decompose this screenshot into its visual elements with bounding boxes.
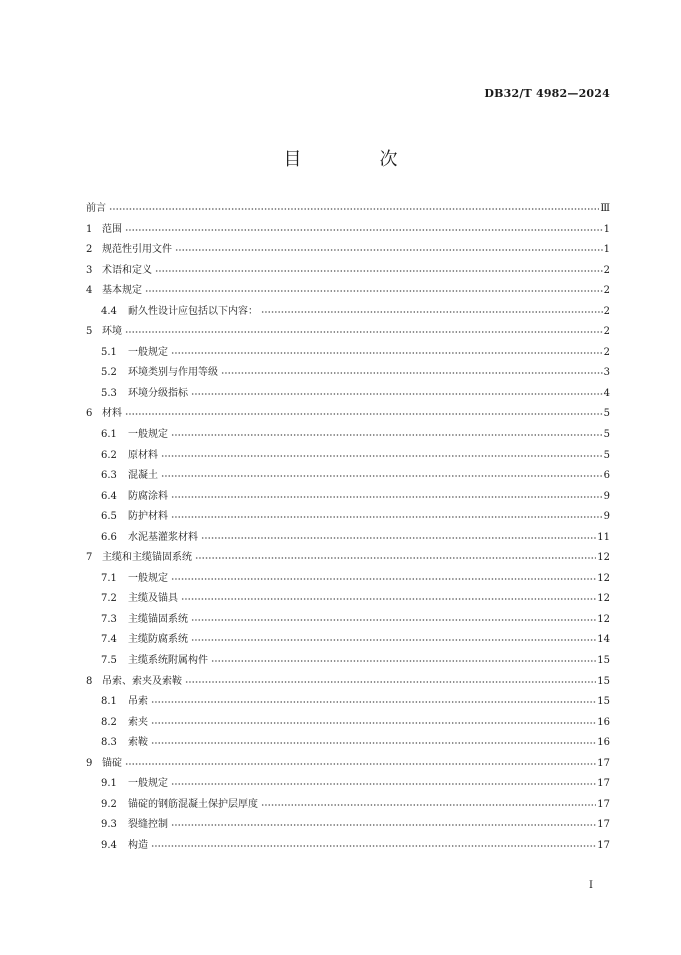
toc-entry[interactable] (86, 589, 610, 610)
toc-entry-page: 15 (597, 675, 610, 687)
toc-entry-page: 15 (597, 696, 610, 708)
toc-entry[interactable] (86, 692, 610, 713)
toc-entry[interactable] (86, 672, 610, 693)
toc-entry-number: 3 (86, 264, 93, 276)
toc-entry-label: 防护材料 (128, 511, 168, 523)
toc-leader-dots (211, 652, 596, 664)
toc-entry-page: 12 (597, 593, 610, 605)
toc-entry-label: 一般规定 (128, 429, 168, 441)
toc-leader-dots (161, 447, 603, 459)
toc-entry[interactable] (86, 528, 610, 549)
toc-entry-number: 6.1 (101, 429, 117, 441)
toc-entry-page: 5 (603, 429, 610, 441)
toc-entry[interactable] (86, 425, 610, 446)
toc-leader-dots (151, 714, 596, 726)
toc-entry-number: 4.4 (101, 305, 117, 317)
toc-leader-dots (201, 529, 596, 541)
toc-entry-page: 9 (603, 511, 610, 523)
toc-entry[interactable] (86, 569, 610, 590)
toc-entry-page: 2 (603, 305, 610, 317)
toc-entry-label: 基本规定 (102, 285, 142, 297)
toc-leader-dots (191, 611, 596, 623)
toc-leader-dots (171, 344, 603, 356)
toc-leader-dots (221, 364, 603, 376)
toc-entry-number: 1 (86, 223, 93, 235)
toc-entry[interactable] (86, 384, 610, 405)
toc-entry[interactable] (86, 610, 610, 631)
toc-entry-page: 1 (603, 244, 610, 256)
toc-leader-dots (191, 631, 596, 643)
toc-entry-page: 5 (603, 408, 610, 420)
toc-entry[interactable] (86, 487, 610, 508)
toc-entry-label: 裂缝控制 (128, 819, 168, 831)
toc-leader-dots (109, 200, 599, 212)
toc-leader-dots (171, 775, 596, 787)
toc-entry-page: 17 (597, 839, 610, 851)
toc-entry-label: 吊索、索夹及索鞍 (102, 675, 182, 687)
toc-entry-label: 原材料 (128, 449, 158, 461)
toc-entry[interactable] (86, 507, 610, 528)
toc-entry-page: 17 (597, 798, 610, 810)
toc-entry-page: 1 (603, 223, 610, 235)
toc-entry[interactable] (86, 548, 610, 569)
toc-entry[interactable] (86, 404, 610, 425)
toc-entry[interactable] (86, 733, 610, 754)
toc-leader-dots (125, 221, 603, 233)
toc-entry[interactable] (86, 630, 610, 651)
toc-entry-page: 2 (603, 346, 610, 358)
toc-entry-number: 8 (86, 675, 93, 687)
toc-entry-number: 9 (86, 757, 93, 769)
toc-entry-page: 16 (597, 716, 610, 728)
toc-entry-label: 主缆系统附属构件 (128, 655, 208, 667)
toc-entry[interactable] (86, 363, 610, 384)
toc-entry-page: 2 (603, 285, 610, 297)
toc-entry[interactable] (86, 466, 610, 487)
toc-leader-dots (261, 796, 596, 808)
toc-entry-page: 14 (597, 634, 610, 646)
toc-entry-number: 7.4 (101, 634, 117, 646)
toc-entry-number: 7.1 (101, 572, 117, 584)
toc-entry-label: 构造 (128, 839, 148, 851)
toc-leader-dots (181, 590, 596, 602)
toc-leader-dots (145, 282, 603, 294)
toc-entry-number: 7 (86, 552, 93, 564)
toc-entry-page: 16 (597, 737, 610, 749)
toc-entry-page: 3 (603, 367, 610, 379)
toc-leader-dots (155, 262, 603, 274)
toc-leader-dots (171, 816, 596, 828)
toc-entry-page: 17 (597, 757, 610, 769)
document-code: DB32/T 4982—2024 (484, 87, 610, 100)
toc-entry-label: 混凝土 (128, 470, 158, 482)
toc-entry-number: 7.5 (101, 655, 117, 667)
toc-entry-number: 5.2 (101, 367, 117, 379)
toc-leader-dots (171, 488, 603, 500)
toc-entry-label: 一般规定 (128, 778, 168, 790)
toc-entry-number: 2 (86, 244, 93, 256)
toc-entry-number: 8.1 (101, 696, 117, 708)
toc-entry-page: 12 (597, 572, 610, 584)
toc-entry-label: 一般规定 (128, 346, 168, 358)
toc-entry-page: 12 (597, 613, 610, 625)
page-number: I (589, 880, 593, 891)
toc-entry-page: 2 (603, 326, 610, 338)
toc-leader-dots (125, 323, 603, 335)
toc-entry-number: 6.2 (101, 449, 117, 461)
toc-entry-number: 9.2 (101, 798, 117, 810)
toc-leader-dots (151, 693, 596, 705)
toc-entry[interactable] (86, 836, 610, 857)
toc-entry-label: 索鞍 (128, 737, 148, 749)
toc-leader-dots (175, 241, 603, 253)
toc-entry-number: 5.1 (101, 346, 117, 358)
toc-entry[interactable] (86, 261, 610, 282)
toc-entry[interactable] (86, 220, 610, 241)
toc-entry-label: 锚碇的钢筋混凝土保护层厚度 (128, 798, 258, 810)
toc-entry[interactable] (86, 322, 610, 343)
toc-leader-dots (151, 837, 596, 849)
toc-entry[interactable] (86, 774, 610, 795)
toc-entry[interactable] (86, 343, 610, 364)
toc-entry-page: 5 (603, 449, 610, 461)
toc-leader-dots (125, 405, 603, 417)
toc-entry[interactable] (86, 754, 610, 775)
toc-leader-dots (171, 570, 596, 582)
toc-entry-page: 17 (597, 819, 610, 831)
toc-entry-number: 6 (86, 408, 93, 420)
toc-entry[interactable] (86, 815, 610, 836)
toc-entry-label: 索夹 (128, 716, 148, 728)
toc-entry-label: 环境分级指标 (128, 387, 188, 399)
toc-entry-number: 6.5 (101, 511, 117, 523)
toc-entry-label: 主缆锚固系统 (128, 613, 188, 625)
toc-entry-number: 6.4 (101, 490, 117, 502)
toc-entry-page: 4 (603, 387, 610, 399)
toc-entry-label: 主缆及锚具 (128, 593, 178, 605)
toc-entry[interactable] (86, 302, 610, 323)
toc-entry-page: 6 (603, 470, 610, 482)
toc-entry-page: Ⅲ (600, 203, 610, 214)
toc-leader-dots (171, 426, 603, 438)
toc-entry-label: 一般规定 (128, 572, 168, 584)
toc-entry-label: 前言 (86, 203, 106, 214)
toc-entry-number: 5 (86, 326, 93, 338)
toc-entry-number: 8.3 (101, 737, 117, 749)
toc-entry-page: 17 (597, 778, 610, 790)
toc-entry-number: 7.3 (101, 613, 117, 625)
toc-entry[interactable] (86, 446, 610, 467)
toc-entry-page: 2 (603, 264, 610, 276)
toc-entry-label: 范围 (102, 223, 122, 235)
toc-entry-page: 11 (597, 531, 610, 543)
toc-entry-label: 锚碇 (102, 757, 122, 769)
toc-entry-number: 4 (86, 285, 93, 297)
toc-leader-dots (185, 673, 596, 685)
toc-entry-number: 9.1 (101, 778, 117, 790)
toc-entry-page: 12 (597, 552, 610, 564)
toc-entry-label: 环境类别与作用等级 (128, 367, 218, 379)
toc-entry-number: 8.2 (101, 716, 117, 728)
toc-leader-dots (151, 734, 596, 746)
toc-entry-label: 水泥基灌浆材料 (128, 531, 198, 543)
toc-entry-label: 防腐涂料 (128, 490, 168, 502)
toc-leader-dots (125, 755, 596, 767)
toc-entry-number: 9.4 (101, 839, 117, 851)
toc-entry-page: 9 (603, 490, 610, 502)
toc-entry-label: 材料 (102, 408, 122, 420)
toc-entry[interactable] (86, 240, 610, 261)
toc-entry-number: 6.3 (101, 470, 117, 482)
toc-entry-label: 主缆和主缆锚固系统 (102, 552, 192, 564)
toc-entry-label: 吊索 (128, 696, 148, 708)
toc-entry-number: 6.6 (101, 531, 117, 543)
toc-leader-dots (161, 467, 603, 479)
toc-entry[interactable] (86, 651, 610, 672)
toc-entry-label: 术语和定义 (102, 264, 152, 276)
toc-leader-dots (171, 508, 603, 520)
toc-leader-dots (261, 303, 603, 315)
toc-entry-page: 15 (597, 655, 610, 667)
toc-entry-label: 环境 (102, 326, 122, 338)
toc-entry[interactable] (86, 281, 610, 302)
toc-leader-dots (195, 549, 596, 561)
toc-entry-number: 5.3 (101, 387, 117, 399)
toc-entry[interactable] (86, 199, 610, 220)
table-of-contents (86, 199, 610, 857)
toc-leader-dots (191, 385, 603, 397)
toc-title: 目 次 (283, 149, 428, 170)
toc-entry[interactable] (86, 795, 610, 816)
toc-entry-number: 9.3 (101, 819, 117, 831)
toc-entry-label: 规范性引用文件 (102, 244, 172, 256)
toc-entry-label: 耐久性设计应包括以下内容： (128, 305, 258, 317)
toc-entry[interactable] (86, 713, 610, 734)
toc-entry-number: 7.2 (101, 593, 117, 605)
toc-entry-label: 主缆防腐系统 (128, 634, 188, 646)
